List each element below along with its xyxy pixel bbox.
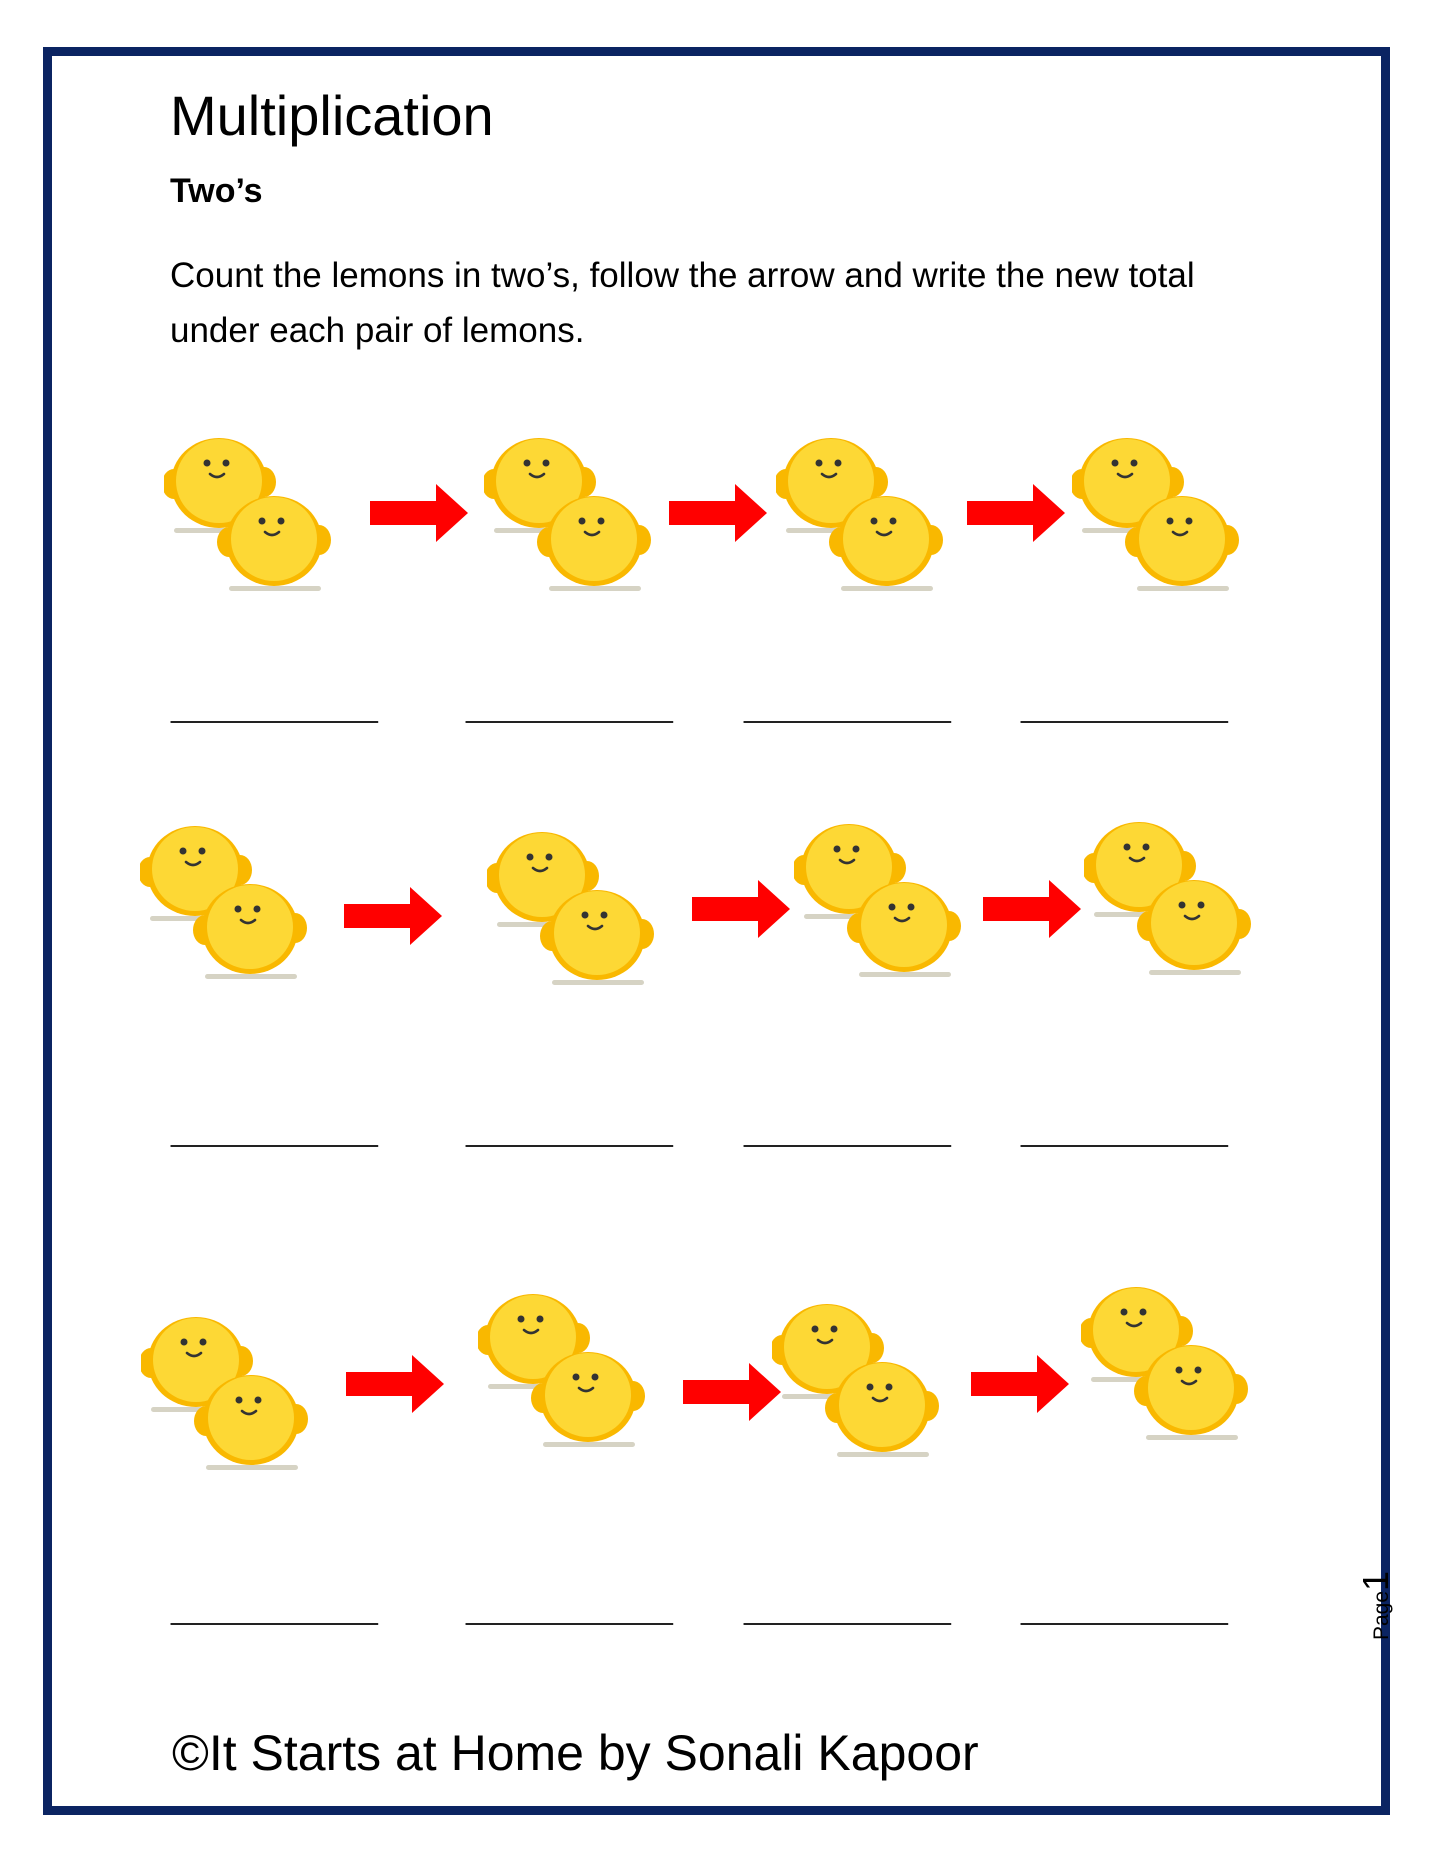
lemon-pair-icon: [772, 1302, 942, 1460]
lemon-pair-icon: [487, 830, 657, 988]
lemon-pair-icon: [794, 822, 964, 980]
answer-blank[interactable]: ____________: [1021, 1113, 1228, 1148]
copyright-footer: ©It Starts at Home by Sonali Kapoor: [172, 1725, 979, 1781]
instructions: Count the lemons in two’s, follow the arrow and write the new total under each pair of lemons.: [170, 256, 1195, 350]
answer-blank[interactable]: ____________: [171, 1591, 378, 1626]
lemon-pair-icon: [1084, 820, 1254, 978]
lemon-pair-icon: [164, 436, 334, 594]
right-arrow-icon: [683, 1363, 781, 1421]
right-arrow-icon: [344, 887, 442, 945]
lemon-pair-icon: [1072, 436, 1242, 594]
answer-blank[interactable]: ____________: [466, 1113, 673, 1148]
right-arrow-icon: [370, 484, 468, 542]
page-title: Multiplication: [170, 84, 494, 147]
lemon-pair-icon: [776, 436, 946, 594]
answer-blank[interactable]: ____________: [1021, 689, 1228, 724]
lemon-pair-icon: [484, 436, 654, 594]
answer-blank[interactable]: ____________: [744, 689, 951, 724]
answer-blank[interactable]: ____________: [171, 689, 378, 724]
lemon-pair-icon: [1081, 1285, 1251, 1443]
lemon-pair-icon: [141, 1315, 311, 1473]
right-arrow-icon: [967, 484, 1065, 542]
answer-blank[interactable]: ____________: [744, 1113, 951, 1148]
page-number-value: 1: [1355, 1570, 1396, 1591]
right-arrow-icon: [983, 880, 1081, 938]
page-number: [1355, 1571, 1397, 1640]
right-arrow-icon: [971, 1355, 1069, 1413]
answer-blank[interactable]: ____________: [744, 1591, 951, 1626]
right-arrow-icon: [669, 484, 767, 542]
answer-blank[interactable]: ____________: [171, 1113, 378, 1148]
page-subtitle: Two’s: [170, 172, 263, 210]
lemon-pair-icon: [140, 824, 310, 982]
answer-blank[interactable]: ____________: [1021, 1591, 1228, 1626]
page-label: Page: [1370, 1590, 1393, 1640]
right-arrow-icon: [346, 1355, 444, 1413]
lemon-pair-icon: [478, 1292, 648, 1450]
answer-blank[interactable]: ____________: [466, 1591, 673, 1626]
right-arrow-icon: [692, 880, 790, 938]
answer-blank[interactable]: ____________: [466, 689, 673, 724]
